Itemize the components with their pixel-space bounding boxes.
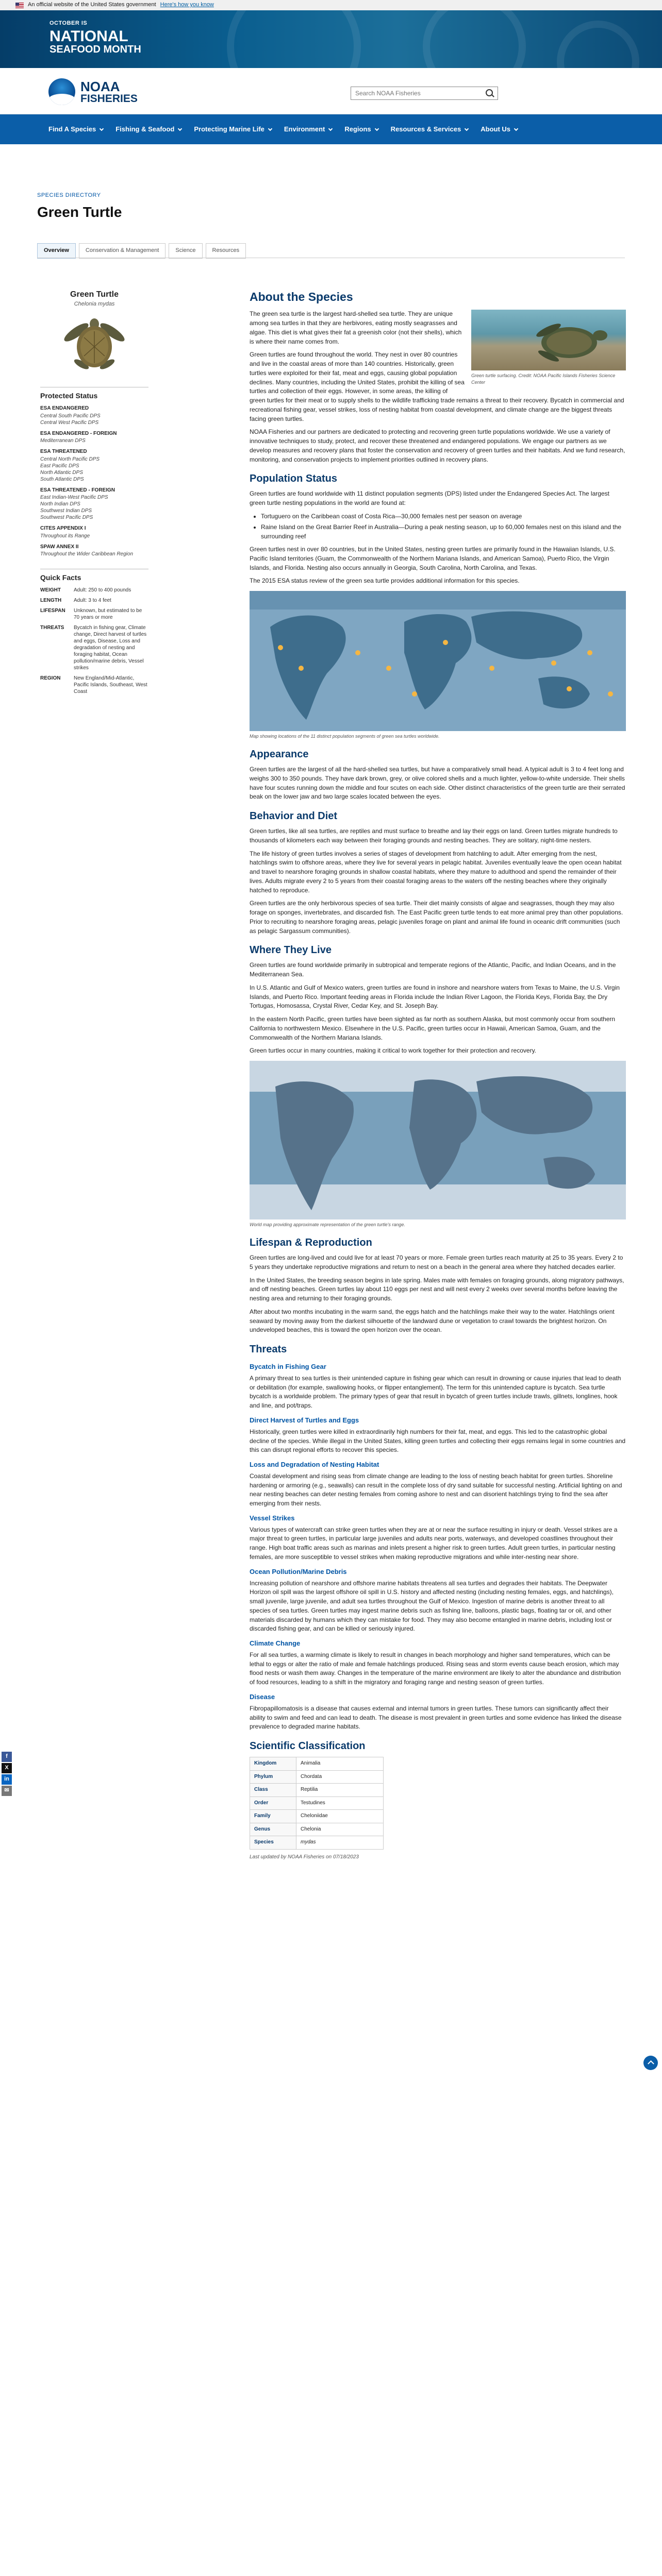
threat-harvest-heading[interactable]: Direct Harvest of Turtles and Eggs (250, 1416, 359, 1424)
promo-big: NATIONAL (49, 27, 128, 45)
dps-map[interactable] (250, 591, 626, 731)
quick-facts-heading: Quick Facts (40, 569, 148, 583)
lifespan-heading: Lifespan & Reproduction (250, 1237, 372, 1249)
appearance-paragraph: Green turtles are the largest of all the hard-shelled sea turtles, but have a comparatively small head. A typical adult is 3 to 4 feet long and weighs 300 to 350 pounds. They have dark brown, grey, or olive colored shells and a much lighter, yellow-to-white underside. Their shells have four scutes running down the middle and four scutes on each side. Other distinct characteristics of the green turtle are their serrated beak on the lower jaw and two large scales located between the eyes. (250, 766, 625, 801)
fact-lifespan: LIFESPAN Unknown, but estimated to be 70 years or more (40, 607, 142, 620)
back-to-top-button[interactable] (643, 2056, 658, 2070)
seafood-month-banner[interactable] (0, 10, 662, 68)
about-figure (471, 310, 626, 386)
noaa-emblem-icon (48, 78, 75, 105)
status-cites: CITES APPENDIX I Throughout its Range (40, 526, 90, 539)
x-icon[interactable]: X (2, 1763, 12, 1773)
tab-resources[interactable]: Resources (206, 243, 246, 259)
threat-climate-heading[interactable]: Climate Change (250, 1639, 301, 1648)
chevron-down-icon (514, 126, 518, 130)
email-icon[interactable]: ✉ (2, 1786, 12, 1796)
table-row: Kingdom Animalia (250, 1757, 384, 1771)
table-row: Order Testudines (250, 1797, 384, 1810)
lifespan-paragraph: In the United States, the breeding season begins in late spring. Males mate with females on foraging grounds, along migratory pathways, and off nesting beaches. Green turtles lay about 110 eggs per nest and will nest every 2 weeks over several months before leaving the nesting area and returning to their foraging grounds. (250, 1276, 624, 1302)
scientific-classification-heading: Scientific Classification (250, 1740, 366, 1752)
threat-bycatch-heading[interactable]: Bycatch in Fishing Gear (250, 1363, 326, 1371)
table-row: Genus Chelonia (250, 1823, 384, 1836)
behavior-paragraph: Green turtles are the only herbivorous species of sea turtle. Their diet mainly consists of algae and seagrasses, though they may also forage on sponges, invertebrates, and discarded fish. The East Pacific green turtle tends to eat more animal prey than other populations. Prior to recruiting to nearshore foraging areas, pelagic juveniles forage on plant and animal life found in oceanic drift communities (such as pelagic Sargassum communities). (250, 900, 623, 935)
logo-main: NOAA (80, 78, 120, 94)
status-review-link[interactable]: The 2015 ESA status review of the green sea turtle provides additional information for this species. (250, 577, 520, 585)
nav-find-a-species[interactable]: Find A Species (42, 125, 109, 134)
about-paragraph: NOAA Fisheries and our partners are dedicated to protecting and recovering green turtle populations worldwide. We use a variety of innovative techniques to study, protect, and recover these threatened and endangered populations. We engage our partners as we develop measures and recovery plans that foster the conservation and recovery of green turtles and their habitats. And we fund research, monitoring, and conservation projects to implement priorities outlined in recovery plans. (250, 428, 625, 463)
status-esa-threatened-foreign: ESA THREATENED - FOREIGN East Indian-West Pacific DPS North Indian DPS Southwest Indian DPS Southwest Pacific DPS (40, 487, 115, 521)
status-esa-threatened: ESA THREATENED Central North Pacific DPS East Pacific DPS North Atlantic DPS South Atlantic DPS (40, 449, 100, 482)
chevron-down-icon (465, 126, 469, 130)
green-turtle-illustration (56, 317, 133, 375)
about-heading: About the Species (250, 290, 353, 303)
nav-resources-services[interactable]: Resources & Services (385, 125, 475, 134)
species-name: Green Turtle (70, 290, 119, 299)
threat-paragraph: Coastal development and rising seas from climate change are leading to the loss of nesting beach habitat for green turtles. Shoreline hardening or armoring (e.g., seawalls) can result in the complete loss of dry sand suitable for successful nesting. Artificial lighting on and near nesting beaches can deter nesting females from coming ashore to nest and can disorient hatchlings trying to find the sea after emerging from their nests. (250, 1472, 622, 1507)
table-row: Class Reptilia (250, 1784, 384, 1797)
noaa-logo[interactable] (48, 78, 138, 105)
species-sidebar (40, 289, 148, 695)
behavior-paragraph: The life history of green turtles involves a series of stages of development from hatchling to adult. After emerging from the nest, hatchlings swim to offshore areas, where they live for several years in pelagic habitat. Juveniles eventually leave the open ocean habitat and travel to nearshore foraging grounds in shallow coastal habitats, where they mature to adulthood and spend the remainder of their lives. Adults migrate every 2 to 5 years from their coastal foraging areas to the waters off the nesting beaches where they originally hatched to reproduce. (250, 850, 622, 894)
tab-overview[interactable]: Overview (37, 243, 76, 259)
chevron-down-icon (268, 126, 272, 130)
where-they-live-heading: Where They Live (250, 944, 332, 956)
nav-fishing-seafood[interactable]: Fishing & Seafood (109, 125, 188, 134)
threat-disease-heading[interactable]: Disease (250, 1692, 275, 1701)
tab-science[interactable]: Science (169, 243, 202, 259)
search-box (351, 87, 498, 100)
behavior-diet-heading: Behavior and Diet (250, 810, 338, 822)
range-map-caption: World map providing approximate representation of the green turtle's range. (250, 1222, 405, 1228)
about-paragraph: The green sea turtle is the largest hard-shelled sea turtle. They are unique among sea turtles in that they are herbivores, eating mostly seagrasses and algae. This diet is what gives their fat a greenish color (not their shells), which is where their name comes from. (250, 310, 462, 345)
threat-habitat-heading[interactable]: Loss and Degradation of Nesting Habitat (250, 1461, 379, 1469)
threat-pollution-heading[interactable]: Ocean Pollution/Marine Debris (250, 1567, 347, 1575)
population-paragraph: Green turtles are found worldwide with 11 distinct population segments (DPS) listed under the Endangered Species Act. The largest green turtle nesting populations in the world are found at: (250, 490, 609, 507)
habitat-paragraph: Green turtles are found worldwide primarily in subtropical and temperate regions of the Atlantic, Pacific, and Indian Oceans, and in the Mediterranean Sea. (250, 961, 616, 978)
breadcrumb[interactable]: SPECIES DIRECTORY (37, 192, 101, 198)
us-flag-icon (15, 3, 24, 8)
chevron-down-icon (178, 126, 182, 130)
population-status-heading: Population Status (250, 473, 337, 485)
table-row: Species mydas (250, 1836, 384, 1850)
threats-heading: Threats (250, 1344, 287, 1355)
habitat-paragraph: Green turtles occur in many countries, making it critical to work together for their protection and recovery. (250, 1047, 537, 1055)
nav-environment[interactable]: Environment (278, 125, 338, 134)
chevron-down-icon (328, 126, 333, 130)
fact-region: REGION New England/Mid-Atlantic, Pacific Islands, Southeast, West Coast (40, 675, 147, 694)
social-share (2, 1752, 12, 1796)
gov-banner-link[interactable]: Here's how you know (160, 2, 214, 8)
nesting-population-item: • Raine Island on the Great Barrier Reef in Australia—During a peak nesting season, up to 60,000 females nest on this island and the surrounding reef (261, 523, 626, 541)
green-turtle-photo[interactable] (471, 310, 626, 370)
nav-about-us[interactable]: About Us (474, 125, 524, 134)
appearance-heading: Appearance (250, 749, 309, 760)
classification-table (250, 1757, 384, 1850)
last-updated: Last updated by NOAA Fisheries on 07/18/2023 (250, 1854, 359, 1860)
dps-map-caption: Map showing locations of the 11 distinct population segments of green sea turtles worldwide. (250, 734, 440, 739)
chevron-down-icon (374, 126, 378, 130)
table-row: Family Cheloniidae (250, 1810, 384, 1823)
population-paragraph: Green turtles nest in over 80 countries, but in the United States, nesting green turtles are primarily found in the Hawaiian Islands, U.S. Pacific Island territories (Guam, the Commonwealth of the Northern Mariana Islands, and American Samoa), Puerto Rico, the Virgin Islands, and Florida. Nesting also occurs annually in Georgia, South Carolina, North Carolina, and Texas. (250, 546, 616, 571)
about-paragraph: Green turtles are found throughout the world. They nest in over 80 countries and live in the coastal areas of more than 140 countries. Historically, green turtles were exploited for their fat, meat and eggs, causing global population declines. Many countries, including the United States, prohibit the killing of sea turtles and collection of their eggs. However, in some areas, the killing of green turtles for their meat or to supply shells to the wildlife trafficking trade remains a threat to their recovery. Bycatch in commercial and recreational fishing gear, vessel strikes, loss of nesting habitat from coastal development, and climate change are the biggest threats facing green turtles. (250, 351, 624, 422)
fact-threats: THREATS Bycatch in fishing gear, Climate change, Direct harvest of turtles and eggs, Disease, Loss and degradation of nesting and foraging habitat, Ocean pollution/marine debris, Vessel strikes (40, 624, 147, 671)
page-title: Green Turtle (37, 204, 122, 220)
habitat-paragraph: In the eastern North Pacific, green turtles have been sighted as far north as southern Alaska, but most commonly occur from southern California to northwestern Mexico. Elsewhere in the U.S. Pacific, green turtles occur in Hawaii, American Samoa, Guam, and the Commonwealth of the Northern Mariana Islands. (250, 1015, 616, 1041)
status-esa-endangered: ESA ENDANGERED Central South Pacific DPS Central West Pacific DPS (40, 405, 101, 426)
protected-status-heading: Protected Status (40, 387, 148, 401)
threat-paragraph: Historically, green turtles were killed in extraordinarily high numbers for their fat, meat, and eggs. This led to the catastrophic global decline of the species. While illegal in the United States, killing green turtles and collecting their eggs remains legal in some countries and this can disrupt regional efforts to recover this species. (250, 1428, 626, 1454)
gov-banner-text: An official website of the United States government (28, 2, 156, 8)
range-map[interactable] (250, 1061, 626, 1219)
nesting-population-item: • Tortuguero on the Caribbean coast of Costa Rica—30,000 females nest per season on average (261, 512, 626, 521)
about-photo-caption: Green turtle surfacing. Credit: NOAA Pacific Islands Fisheries Science Center (471, 373, 616, 385)
search-icon[interactable] (484, 88, 495, 99)
threat-paragraph: Increasing pollution of nearshore and offshore marine habitats threatens all sea turtles and degrades their habitats. The Deepwater Horizon oil spill was the largest offshore oil spill in U.S. history and affected nesting (including nesting females, eggs, and hatchlings), small juvenile, large juvenile, and adult sea turtles throughout the Gulf of Mexico. Ingestion of marine debris is another threat to all species of sea turtles. Green turtles may ingest marine debris such as fishing line, balloons, plastic bags, floating tar or oil, and other materials discarded by humans which they can mistake for food. They may also become entangled in marine debris, including lost or discarded fishing gear, and can be killed or seriously injured. (250, 1579, 614, 1633)
main-content (250, 289, 626, 1861)
threat-paragraph: Fibropapillomatosis is a disease that causes external and internal tumors in green turtles. These tumors can significantly affect their ability to swim and feed and can lead to death. The disease is most prevalent in green turtles and some evidence has linked the disease prevalence to degraded marine habitats. (250, 1704, 622, 1731)
status-spaw: SPAW ANNEX II Throughout the Wider Caribbean Region (40, 544, 134, 557)
species-scientific-name: Chelonia mydas (74, 301, 115, 308)
threat-paragraph: A primary threat to sea turtles is their unintended capture in fishing gear which can result in drowning or cause injuries that lead to death or debilitation (for example, swallowing hooks, or flipper entanglement). The term for this unintended capture is bycatch. Sea turtle bycatch is a worldwide problem. The primary types of gear that result in bycatch of green turtles include trawls, gillnets, longlines, hook and line, and pot/traps. (250, 1374, 621, 1410)
promo-sub: SEAFOOD MONTH (49, 43, 141, 55)
table-row: Phylum Chordata (250, 1770, 384, 1784)
linkedin-icon[interactable]: in (2, 1774, 12, 1785)
facebook-icon[interactable]: f (2, 1752, 12, 1762)
nav-regions[interactable]: Regions (338, 125, 384, 134)
promo-top: OCTOBER IS (49, 20, 88, 26)
tab-bar (37, 243, 246, 259)
site-header (0, 68, 662, 114)
habitat-paragraph: In U.S. Atlantic and Gulf of Mexico waters, green turtles are found in inshore and nearshore waters from Texas to Maine, the U.S. Virgin Islands, and Puerto Rico. Important feeding areas in Florida include the Indian River Lagoon, the Florida Keys, Florida Bay, the Dry Tortugas, Homosassa, Crystal River, Cedar Key, and St. Joseph Bay. (250, 984, 620, 1010)
search-input[interactable] (351, 87, 484, 99)
lifespan-paragraph: After about two months incubating in the warm sand, the eggs hatch and the hatchlings make their way to the water. Hatchlings orient seaward by moving away from the darkest silhouette of the landward dune or vegetation to crawl towards the brightest horizon. On undeveloped beaches, this is toward the open horizon over the ocean. (250, 1308, 615, 1334)
gov-banner (0, 0, 662, 10)
chevron-down-icon (100, 126, 104, 130)
logo-sub: FISHERIES (80, 92, 138, 105)
status-esa-endangered-foreign: ESA ENDANGERED - FOREIGN Mediterranean DPS (40, 430, 117, 444)
threat-paragraph: Various types of watercraft can strike green turtles when they are at or near the surface resulting in injury or death. Vessel strikes are a major threat to green turtles, in particular large juveniles and adults near ports, waterways, and developed coastlines throughout their range. High boat traffic areas such as marinas and inlets present a higher risk to green turtles. Adult green turtles, in particular nesting females, are more susceptible to vessel strikes when making reproductive migrations and while inter-nesting near shore. (250, 1526, 618, 1561)
threat-paragraph: For all sea turtles, a warming climate is likely to result in changes in beach morphology and higher sand temperatures, which can be lethal to eggs or alter the ratio of male and female hatchlings produced. Rising seas and storm events cause beach erosion, which may flood nests or wash them away. Changes in the temperature of the marine environment are likely to alter the abundance and distribution of food resources, leading to a shift in the migratory and foraging range and nesting season of green turtles. (250, 1651, 621, 1686)
lifespan-paragraph: Green turtles are long-lived and could live for at least 70 years or more. Female green turtles reach maturity at 25 to 35 years. Every 2 to 5 years they undertake reproductive migrations and return to nest on a beach in the general area where they hatched decades earlier. (250, 1254, 623, 1270)
behavior-paragraph: Green turtles, like all sea turtles, are reptiles and must surface to breathe and lay their eggs on land. Green turtles migrate hundreds to thousands of kilometers each way between their foraging grounds and nesting beaches. They are solitary, night-time nesters. (250, 827, 618, 844)
fact-length: LENGTH Adult: 3 to 4 feet (40, 597, 111, 603)
fact-weight: WEIGHT Adult: 250 to 400 pounds (40, 587, 131, 593)
tab-conservation-management[interactable]: Conservation & Management (79, 243, 166, 259)
threat-vessel-heading[interactable]: Vessel Strikes (250, 1514, 295, 1522)
main-nav (0, 114, 662, 144)
nav-protecting-marine-life[interactable]: Protecting Marine Life (188, 125, 278, 134)
